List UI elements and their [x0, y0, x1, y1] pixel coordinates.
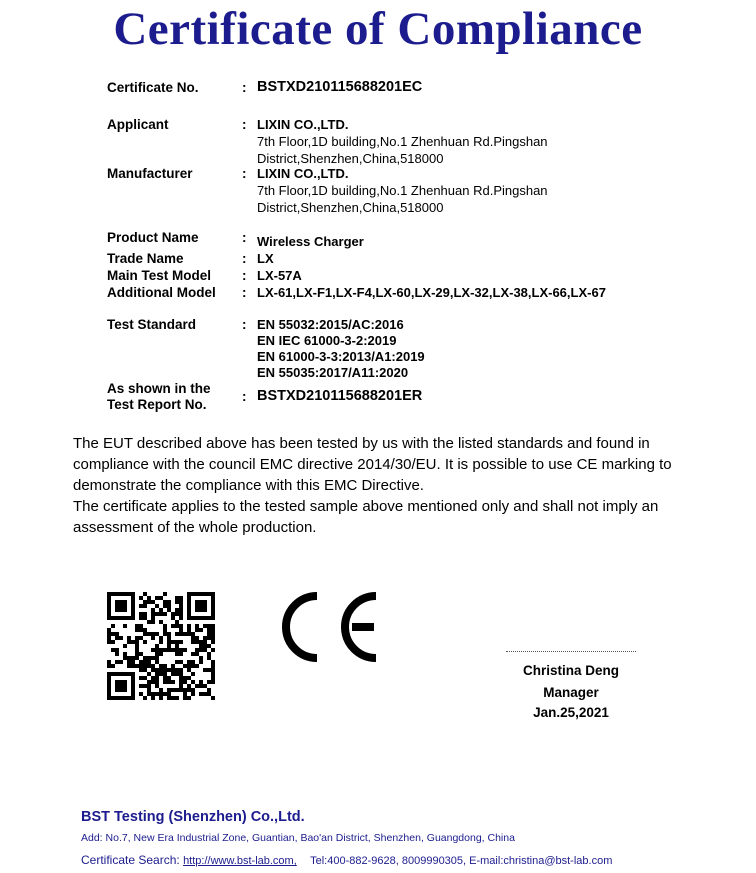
certificate-search-label: Certificate Search:	[81, 853, 180, 867]
test-report-value: BSTXD210115688201ER	[257, 388, 423, 404]
compliance-statement	[73, 433, 693, 538]
additional-model-value: LX-61,LX-F1,LX-F4,LX-60,LX-29,LX-32,LX-38,LX-66,LX-67	[257, 285, 606, 300]
signatory-name: Christina Deng	[522, 663, 619, 678]
signature-line	[506, 651, 636, 652]
colon: :	[242, 268, 247, 283]
certificate-title: Certificate of Compliance	[113, 3, 643, 55]
colon: :	[242, 80, 247, 95]
main-test-model-label: Main Test Model	[107, 268, 212, 283]
main-test-model-value: LX-57A	[257, 268, 302, 283]
certificate-no-label: Certificate No.	[107, 80, 199, 95]
applicant-address-line2: District,Shenzhen,China,518000	[257, 151, 444, 166]
footer-company: BST Testing (Shenzhen) Co.,Ltd.	[81, 809, 305, 825]
colon: :	[242, 251, 247, 266]
test-standard-4: EN 55035:2017/A11:2020	[257, 365, 409, 380]
manufacturer-address-line1: 7th Floor,1D building,No.1 Zhenhuan Rd.Pingshan	[257, 183, 548, 198]
manufacturer-label: Manufacturer	[107, 166, 193, 181]
signature-date: Jan.25,2021	[533, 705, 609, 720]
test-standard-3: EN 61000-3-3:2013/A1:2019	[257, 349, 425, 364]
colon: :	[242, 285, 247, 300]
manufacturer-name: LIXIN CO.,LTD.	[257, 166, 349, 181]
test-standard-2: EN IEC 61000-3-2:2019	[257, 333, 397, 348]
test-standard-label: Test Standard	[107, 317, 197, 332]
signatory-title: Manager	[543, 685, 599, 700]
colon: :	[242, 317, 247, 332]
certificate-no-value: BSTXD210115688201EC	[257, 79, 423, 95]
product-name-label: Product Name	[107, 230, 199, 245]
additional-model-label: Additional Model	[107, 285, 216, 300]
footer-address: Add: No.7, New Era Industrial Zone, Guantian, Bao'an District, Shenzhen, Guangdong, China	[81, 832, 515, 844]
trade-name-label: Trade Name	[107, 251, 184, 266]
applicant-name: LIXIN CO.,LTD.	[257, 117, 349, 132]
colon: :	[242, 166, 247, 181]
website-link[interactable]: http://www.bst-lab.com,	[183, 855, 297, 867]
compliance-paragraph-1: The EUT described above has been tested by us with the listed standards and found in compliance with the council EMC directive 2014/30/EU. It is possible to use CE marking to demonstrate the compliance with this EMC Directive.	[73, 435, 672, 494]
manufacturer-address-line2: District,Shenzhen,China,518000	[257, 200, 444, 215]
ce-mark-icon	[276, 590, 382, 664]
test-standard-1: EN 55032:2015/AC:2016	[257, 317, 404, 332]
applicant-address-line1: 7th Floor,1D building,No.1 Zhenhuan Rd.Pingshan	[257, 134, 548, 149]
footer-contact: Tel:400-882-9628, 8009990305, E-mail:christina@bst-lab.com	[310, 855, 613, 867]
product-name-value: Wireless Charger	[257, 234, 364, 249]
trade-name-value: LX	[257, 251, 274, 266]
colon: :	[242, 117, 247, 132]
test-report-label-line1: As shown in the	[107, 381, 211, 396]
colon: :	[242, 230, 247, 245]
colon: :	[242, 389, 247, 404]
compliance-paragraph-2: The certificate applies to the tested sample above mentioned only and shall not imply an assessment of the whole production.	[73, 498, 659, 536]
footer-search	[81, 853, 612, 867]
qr-code-icon	[107, 592, 215, 700]
applicant-label: Applicant	[107, 117, 169, 132]
test-report-label-line2: Test Report No.	[107, 397, 207, 412]
